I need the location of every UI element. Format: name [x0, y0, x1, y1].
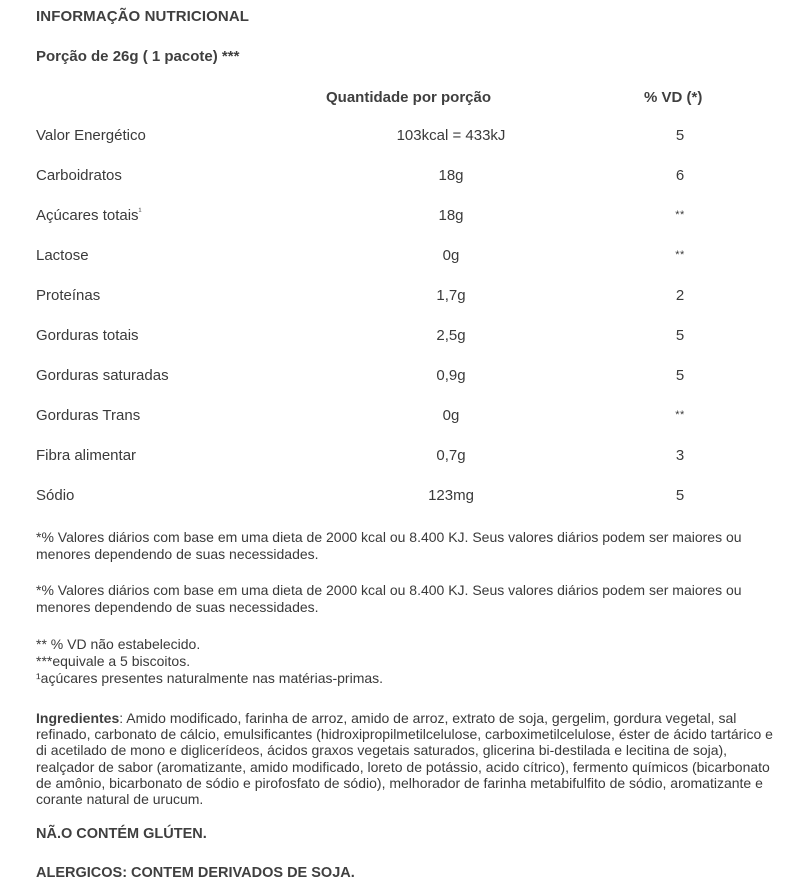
table-row: [0, 407, 800, 447]
table-row: [0, 167, 800, 207]
nutrient-vd: 2: [675, 287, 685, 304]
nutrient-vd: **: [675, 249, 685, 261]
ingredients-list: : Amido modificado, farinha de arroz, amido de arroz, extrato de soja, gergelim, gordura vegetal, sal refinado, carbonato de cálcio, emulsificantes (hidroxipropilmetilcelulose, carboximetilcelulose, éster de ácido tartárico e di acetilado de mono e diglicerídeos, ácidos graxos vegetais saturados, glicerina bi-destilada e lecitina de soja), realçador de sabor (aromatizante, amido modificado, loreto de potássio, acido cítrico), fermento químicos (bicarbonato de amônio, bicarbonato de sódio e pirofosfato de sódio), melhorador de farinha metabifulfito de sódio, aromatizante e corante natural de urucum.: [36, 710, 773, 808]
nutrient-quantity: 2,5g: [436, 327, 466, 344]
nutrient-vd: 3: [675, 447, 685, 464]
daily-values-note: *% Valores diários com base em uma dieta de 2000 kcal ou 8.400 KJ. Seus valores diários podem ser maiores ou menores dependendo de suas necessidades.: [36, 529, 742, 562]
footnote-sugars: ¹açúcares presentes naturalmente nas matérias-primas.: [36, 670, 384, 686]
nutrient-name: Gorduras saturadas: [36, 367, 169, 384]
table-row: [0, 287, 800, 327]
header-vd: % VD (*): [644, 89, 703, 106]
nutrient-vd: **: [675, 209, 685, 221]
table-row: [0, 207, 800, 247]
nutrient-vd: 5: [675, 487, 685, 504]
gluten-statement: NÃ.O CONTÉM GLÚTEN.: [36, 826, 207, 842]
nutrient-quantity: 0g: [442, 407, 460, 424]
nutrient-quantity: 103kcal = 433kJ: [396, 127, 506, 144]
nutrient-quantity: 0g: [442, 247, 460, 264]
ingredients-label: Ingredientes: [36, 710, 120, 726]
nutrient-quantity: 18g: [438, 167, 464, 184]
footnotes: [36, 636, 776, 687]
table-row: [0, 327, 800, 367]
nutrient-name: Carboidratos: [36, 167, 122, 184]
ingredients-text: [36, 710, 784, 807]
nutrient-quantity: 0,9g: [436, 367, 466, 384]
footnote-vd: ** % VD não estabelecido.: [36, 636, 201, 652]
nutrient-name: Açúcares totais: [36, 207, 139, 224]
nutrient-quantity: 0,7g: [436, 447, 466, 464]
nutrient-name-wrapper: [36, 207, 142, 224]
nutrient-name: Sódio: [36, 487, 75, 504]
nutrient-name: Gorduras totais: [36, 327, 139, 344]
allergen-statement: ALERGICOS: CONTEM DERIVADOS DE SOJA.: [36, 865, 355, 881]
table-row: [0, 247, 800, 287]
table-row: [0, 487, 800, 527]
nutrient-name: Gorduras Trans: [36, 407, 141, 424]
header-quantity: Quantidade por porção: [326, 89, 492, 106]
table-row: [0, 127, 800, 167]
footnote-marker: ¹: [138, 206, 142, 216]
nutrient-vd: 5: [675, 127, 685, 144]
nutrient-name: Proteínas: [36, 287, 101, 304]
nutrient-quantity: 18g: [438, 207, 464, 224]
footnote-equivalent: ***equivale a 5 biscoitos.: [36, 653, 191, 669]
daily-values-note-repeat: *% Valores diários com base em uma dieta de 2000 kcal ou 8.400 KJ. Seus valores diários podem ser maiores ou menores dependendo de suas necessidades.: [36, 582, 742, 615]
nutrient-name: Valor Energético: [36, 127, 146, 144]
nutrient-name: Lactose: [36, 247, 89, 264]
page-title: INFORMAÇÃO NUTRICIONAL: [36, 8, 250, 25]
table-row: [0, 367, 800, 407]
portion-size: Porção de 26g ( 1 pacote) ***: [36, 48, 240, 65]
nutrient-vd: 6: [675, 167, 685, 184]
nutrient-vd: 5: [675, 367, 685, 384]
nutrient-quantity: 123mg: [428, 487, 474, 504]
nutrient-vd: 5: [675, 327, 685, 344]
nutrient-name: Fibra alimentar: [36, 447, 137, 464]
nutrition-table: [0, 127, 800, 527]
table-row: [0, 447, 800, 487]
nutrient-vd: **: [675, 409, 685, 421]
nutrient-quantity: 1,7g: [436, 287, 466, 304]
